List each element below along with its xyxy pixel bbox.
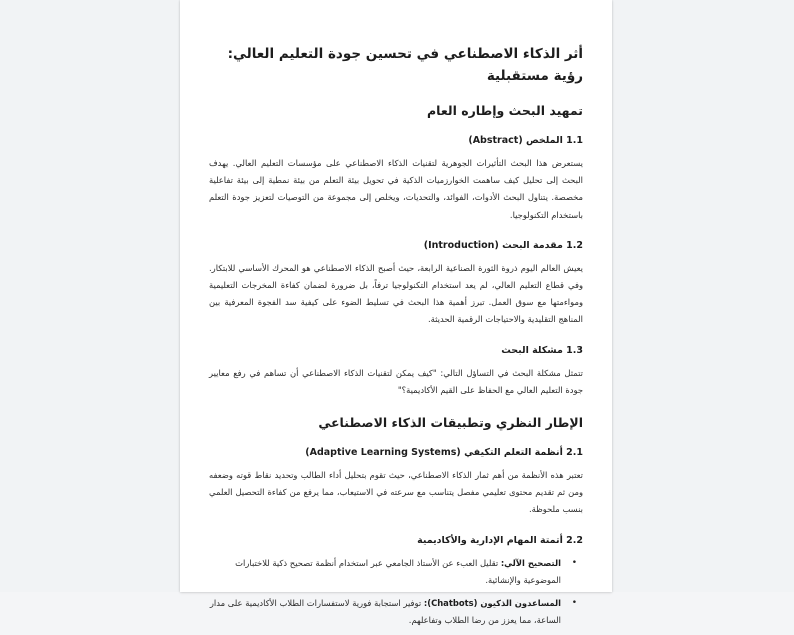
paragraph: يعيش العالم اليوم ذروة الثورة الصناعية الرابعة، حيث أصبح الذكاء الاصطناعي هو المحرك الأساسي للابتكار. وفي قطاع التعليم العالي، لم يعد استخدام التكنولوجيا ترفاً، بل ضرورة لضمان كفاءة المخرجات التعليمية ومواءمتها مع سوق العمل. تبرز أهمية هذا البحث في تسليط الضوء على كيفية سد الفجوة المعرفية بين المناهج التقليدية والاحتياجات الرقمية الحديثة.	[209, 262, 583, 325]
list-item-text: توفير استجابة فورية لاستفسارات الطلاب الأكاديمية على مدار الساعة، مما يعزز من رضا الطلاب وتفاعلهم.	[209, 598, 561, 626]
subsection-heading: 1.3 مشكلة البحث	[501, 344, 583, 356]
section-heading: الإطار النظري وتطبيقات الذكاء الاصطناعي	[318, 415, 583, 431]
list-item	[209, 555, 577, 589]
bullet-icon: •	[571, 598, 577, 609]
list-item-text: تقليل العبء عن الأستاذ الجامعي عبر استخدام أنظمة تصحيح ذكية للاختبارات الموضوعية والإنشائية.	[235, 557, 561, 585]
paragraph: تتمثل مشكلة البحث في التساؤل التالي: "كيف يمكن لتقنيات الذكاء الاصطناعي أن تساهم في رفع معايير جودة التعليم العالي مع الحفاظ على القيم الأكاديمية؟"	[209, 367, 583, 395]
page-content	[209, 43, 583, 635]
list-item-term: التصحيح الآلي:	[500, 557, 561, 568]
subsection-heading: 1.2 مقدمة البحث (Introduction)	[423, 239, 583, 251]
bullet-icon: •	[571, 557, 577, 568]
subsection-heading: 2.1 أنظمة التعلم التكيفي (Adaptive Learning Systems)	[305, 447, 583, 459]
subsection-heading: 1.1 الملخص (Abstract)	[468, 135, 583, 146]
section-heading: تمهيد البحث وإطاره العام	[426, 103, 583, 118]
paragraph: تعتبر هذه الأنظمة من أهم ثمار الذكاء الاصطناعي، حيث تقوم بتحليل أداء الطالب وتحديد نقاط قوته وضعفه ومن ثم تقديم محتوى تعليمي مفصل يتناسب مع سرعته في الاستيعاب، مما يرفع من كفاءة التحصيل العلمي بنسب ملحوظة.	[209, 470, 583, 515]
list-item-term: المساعدون الذكيون (Chatbots):	[423, 598, 561, 609]
subsection-heading: 2.2 أتمتة المهام الإدارية والأكاديمية	[417, 534, 583, 546]
list-item	[209, 595, 577, 629]
document-page	[180, 0, 612, 626]
bullet-list	[209, 555, 583, 630]
paragraph: يستعرض هذا البحث التأثيرات الجوهرية لتقنيات الذكاء الاصطناعي على مؤسسات التعليم العالي. يهدف البحث إلى تحليل كيف ساهمت الخوارزميات الذكية في تحويل بيئة التعلم من بيئة نمطية إلى بيئة تفاعلية مخصصة. يتناول البحث الأدوات، الفوائد، والتحديات، ويخلص إلى مجموعة من التوصيات لتعزيز جودة التعلم باستخدام التكنولوجيا.	[209, 158, 583, 220]
document-title: أثر الذكاء الاصطناعي في تحسين جودة التعليم العالي: رؤية مستقبلية	[227, 46, 583, 84]
